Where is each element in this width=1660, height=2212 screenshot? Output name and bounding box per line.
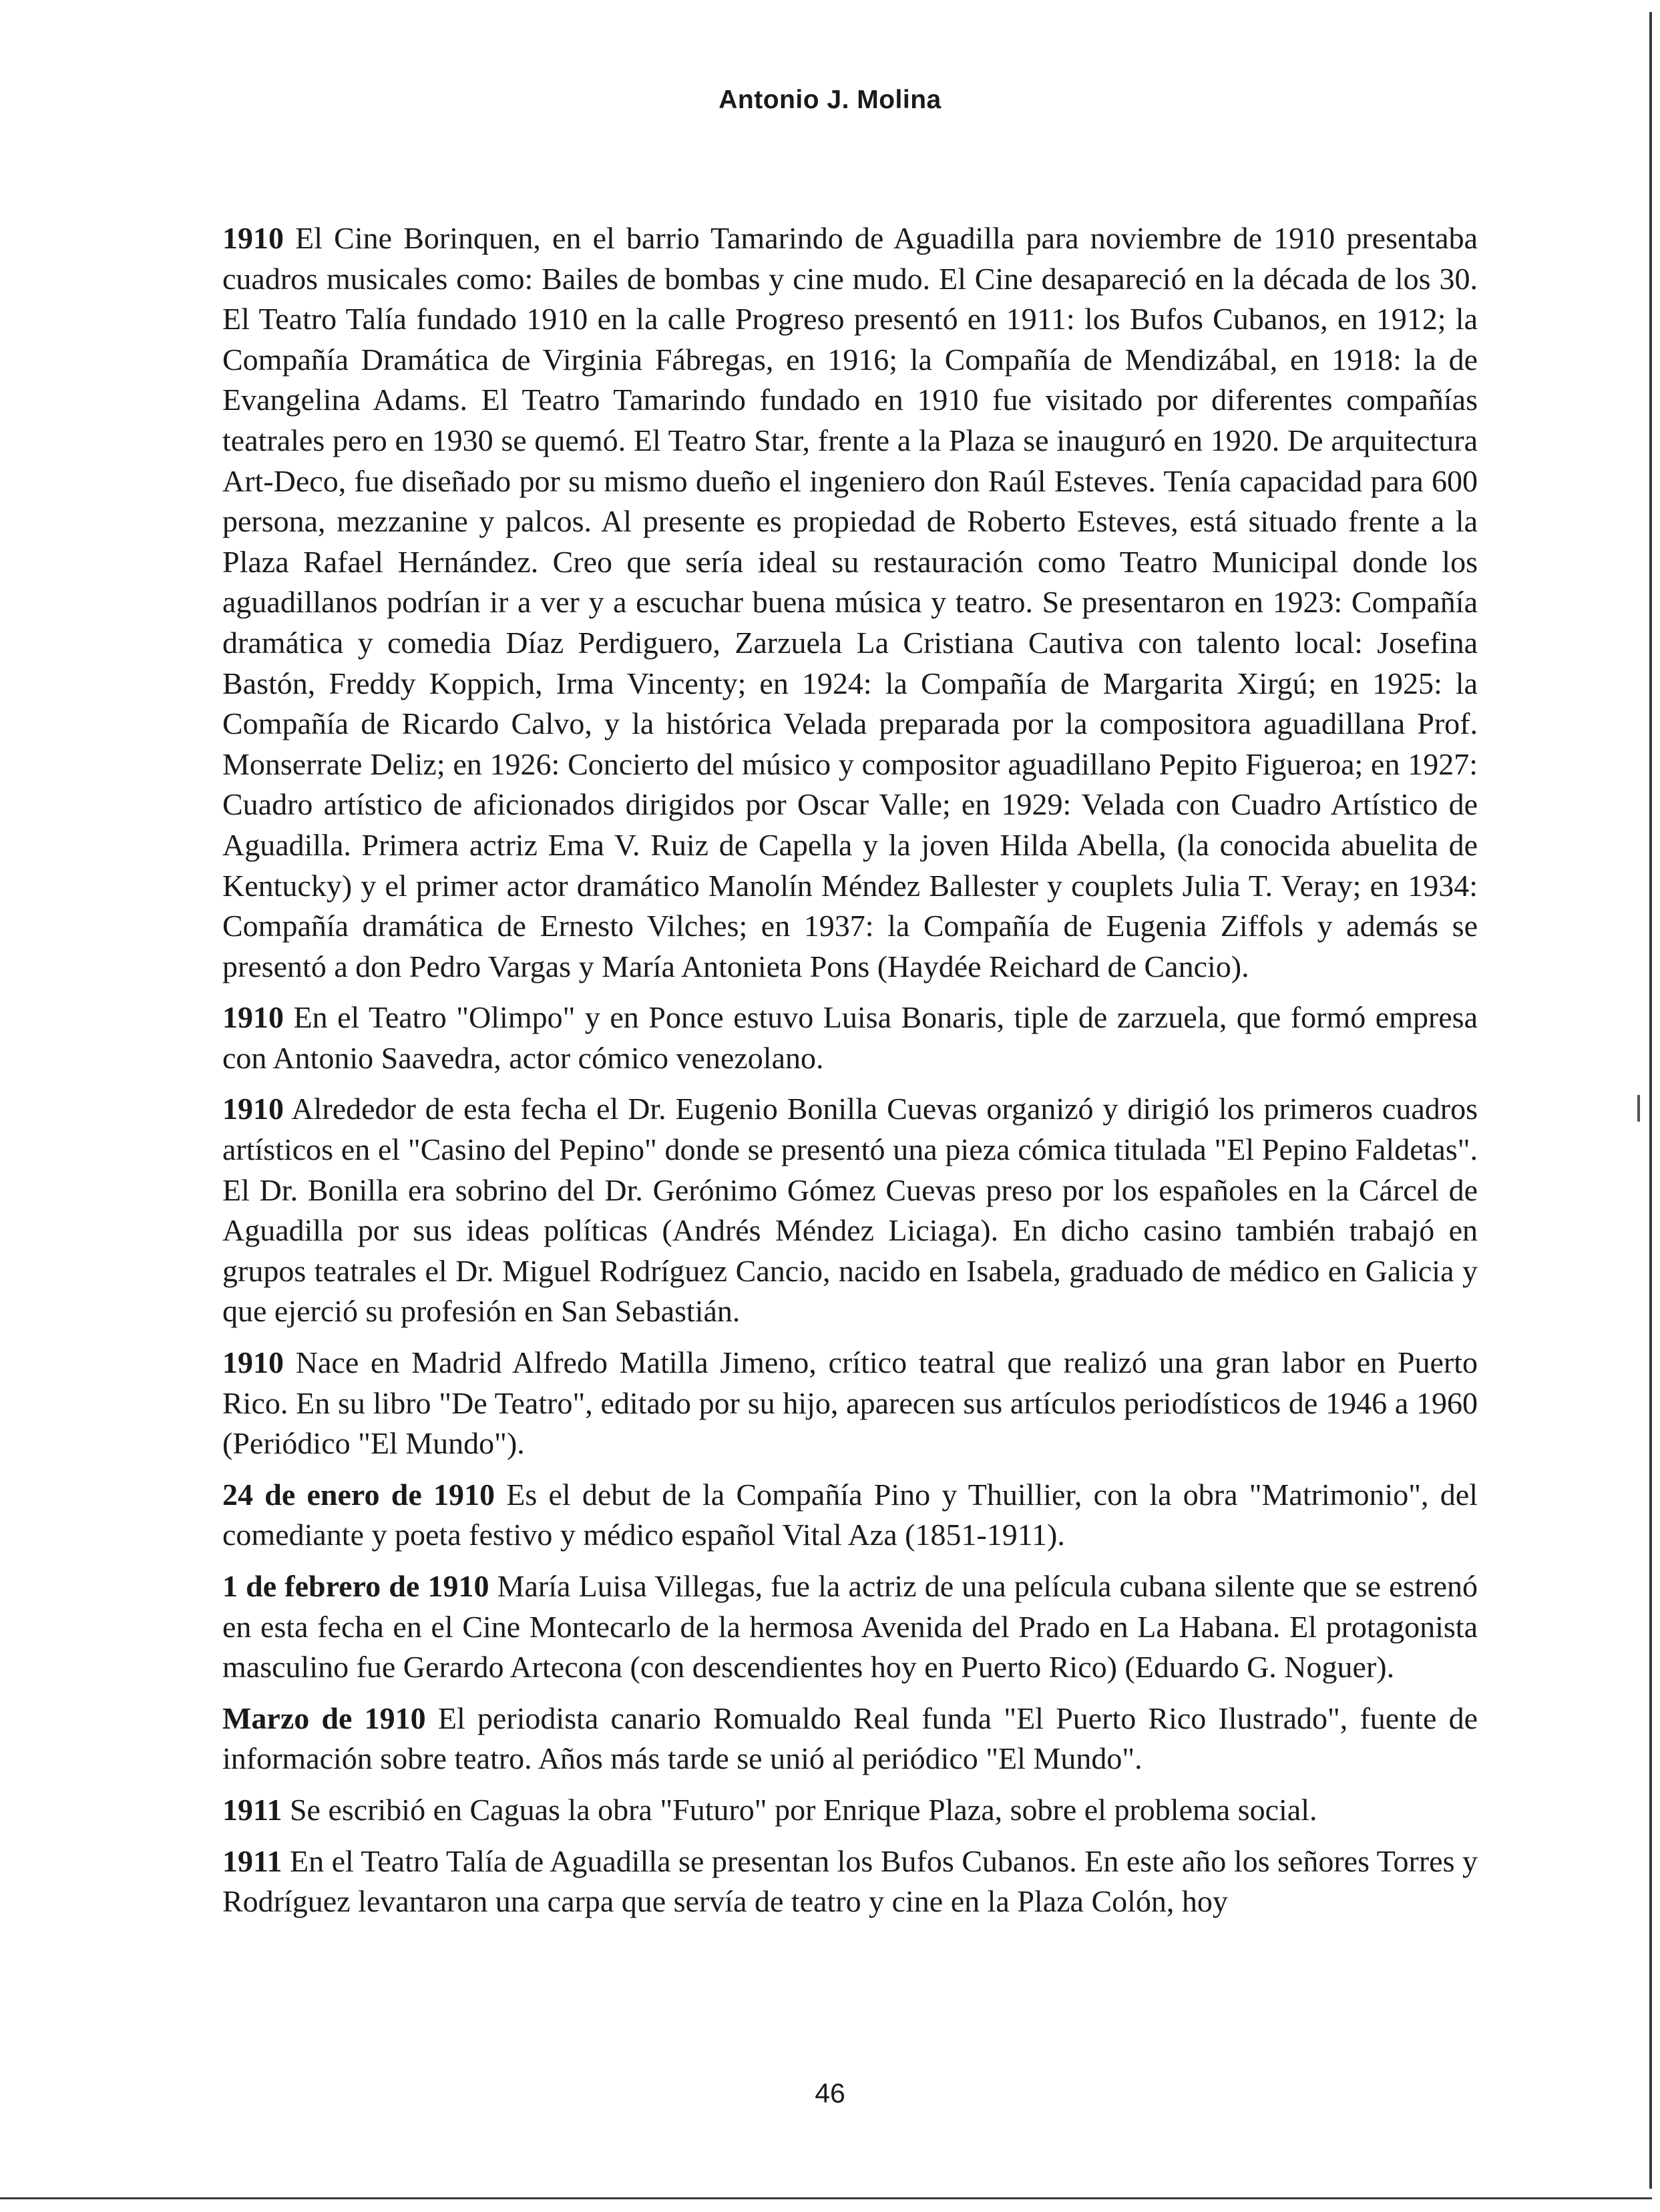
chronology-entry [222,1343,1478,1464]
entry-date: 1 de febrero de 1910 [222,1569,489,1603]
entry-date: Marzo de 1910 [222,1701,426,1735]
entry-text: En el Teatro Talía de Aguadilla se presentan los Bufos Cubanos. En este año los señores Torres y Rodríguez levantaron una carpa que servía de teatro y cine en la Plaza Colón, hoy [222,1843,1478,1919]
entry-text: María Luisa Villegas, fue la actriz de una película cubana silente que se estrenó en esta fecha en el Cine Montecarlo de la hermosa Avenida del Prado en La Habana. El protagonista masculino fue Gerardo Artecona (con descendientes hoy en Puerto Rico) (Eduardo G. Noguer). [222,1569,1478,1685]
scan-mark [1637,1095,1640,1122]
running-head-author: Antonio J. Molina [718,85,942,114]
entry-text: El periodista canario Romualdo Real funda "El Puerto Rico Ilustrado", fuente de información sobre teatro. Años más tarde se unió al periódico "El Mundo". [222,1701,1478,1776]
scan-border-right [1649,12,1652,2189]
chronology-entry [222,1699,1478,1779]
chronology-entry [222,1475,1478,1556]
entry-text: Nace en Madrid Alfredo Matilla Jimeno, crítico teatral que realizó una gran labor en Puerto Rico. En su libro "De Teatro", editado por su hijo, aparecen sus artículos periodísticos de 1946 a 1960 (Periódico "El Mundo"). [222,1345,1478,1461]
scan-border-bottom [0,2197,1652,2199]
entry-date: 1910 [222,1000,284,1035]
chronology-entry [222,1790,1478,1831]
entry-text: Alrededor de esta fecha el Dr. Eugenio Bonilla Cuevas organizó y dirigió los primeros cuadros artísticos en el "Casino del Pepino" donde se presentó una pieza cómica titulada "El Pepino Faldetas". El Dr. Bonilla era sobrino del Dr. Gerónimo Gómez Cuevas preso por los españoles en la Cárcel de Aguadilla por sus ideas políticas (Andrés Méndez Liciaga). En dicho casino también trabajó en grupos teatrales el Dr. Miguel Rodríguez Cancio, nacido en Isabela, graduado de médico en Galicia y que ejerció su profesión en San Sebastián. [222,1092,1478,1329]
entry-date: 1910 [222,221,284,255]
chronology-entry [222,1089,1478,1332]
entry-date: 24 de enero de 1910 [222,1477,495,1512]
chronology-entry [222,1566,1478,1688]
entry-text: Se escribió en Caguas la obra "Futuro" por Enrique Plaza, sobre el problema social. [289,1792,1317,1827]
entry-text: El Cine Borinquen, en el barrio Tamarindo de Aguadilla para noviembre de 1910 presentaba cuadros musicales como: Bailes de bombas y cine mudo. El Cine desapareció en la década de los 30. El Teatro Talía fundado 1910 en la calle Progreso presentó en 1911: los Bufos Cubanos, en 1912; la Compañía Dramática de Virginia Fábregas, en 1916; la Compañía de Mendizábal, en 1918: la de Evangelina Adams. El Teatro Tamarindo fundado en 1910 fue visitado por diferentes compañías teatrales pero en 1930 se quemó. El Teatro Star, frente a la Plaza se inauguró en 1920. De arquitectura Art-Deco, fue diseñado por su mismo dueño el ingeniero don Raúl Esteves. Tenía capacidad para 600 persona, mezzanine y palcos. Al presente es propiedad de Roberto Esteves, está situado frente a la Plaza Rafael Hernández. Creo que sería ideal su restauración como Teatro Municipal donde los aguadillanos podrían ir a ver y a escuchar buena música y teatro. Se presentaron en 1923: Compañía dramática y comedia Díaz Perdiguero, Zarzuela La Cristiana Cautiva con talento local: Josefina Bastón, Freddy Koppich, Irma Vincenty; en 1924: la Compañía de Margarita Xirgú; en 1925: la Compañía de Ricardo Calvo, y la histórica Velada preparada por la compositora aguadillana Prof. Monserrate Deliz; en 1926: Concierto del músico y compositor aguadillano Pepito Figueroa; en 1927: Cuadro artístico de aficionados dirigidos por Oscar Valle; en 1929: Velada con Cuadro Artístico de Aguadilla. Primera actriz Ema V. Ruiz de Capella y la joven Hilda Abella, (la conocida abuelita de Kentucky) y el primer actor dramático Manolín Méndez Ballester y couplets Julia T. Veray; en 1934: Compañía dramática de Ernesto Vilches; en 1937: la Compañía de Eugenia Ziffols y además se presentó a don Pedro Vargas y María Antonieta Pons (Haydée Reichard de Cancio). [222,221,1478,983]
chronology-entry [222,998,1478,1078]
entry-date: 1911 [222,1792,282,1827]
chronology-text [222,218,1478,1933]
entry-text: En el Teatro "Olimpo" y en Ponce estuvo Luisa Bonaris, tiple de zarzuela, que formó empresa con Antonio Saavedra, actor cómico venezolano. [222,1000,1478,1075]
entry-date: 1911 [222,1843,282,1878]
chronology-entry [222,218,1478,987]
page-number: 46 [815,2078,845,2109]
entry-date: 1910 [222,1345,284,1380]
chronology-entry [222,1841,1478,1922]
entry-text: Es el debut de la Compañía Pino y Thuillier, con la obra "Matrimonio", del comediante y poeta festivo y médico español Vital Aza (1851-1911). [222,1477,1478,1552]
entry-date: 1910 [222,1092,284,1126]
